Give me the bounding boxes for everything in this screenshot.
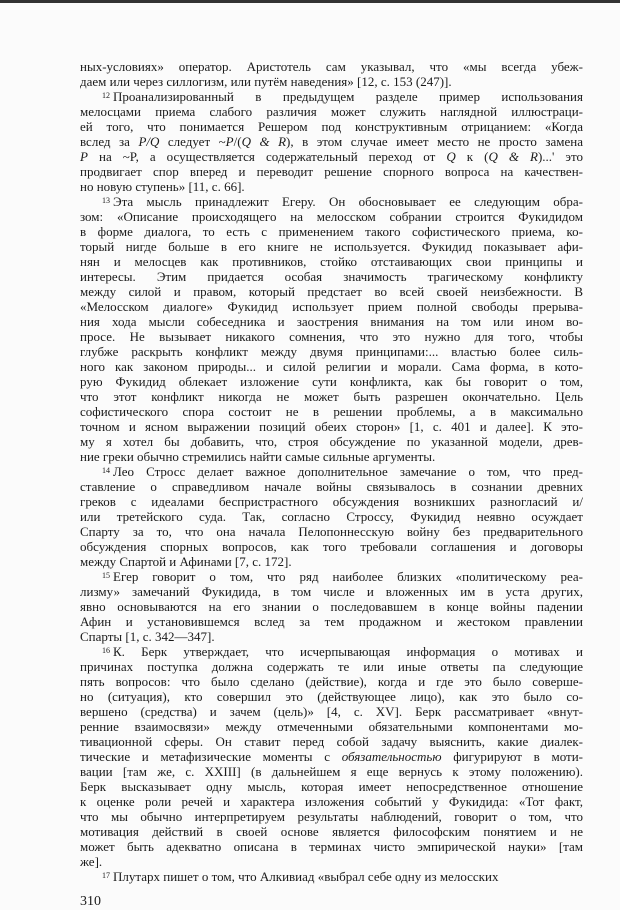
text-line: $^{16}$ К. Берк утверждает, что исчерпывающая информация о мотивах и (102, 644, 583, 659)
footnote-number: 13 (102, 196, 110, 205)
footnote-12 (80, 89, 583, 194)
text-line: ных-условиях» оператор. Аристотель сам указывал, что «мы всегда убеж- (80, 59, 583, 74)
text-line: му я хотел бы добавить, что, строя обсуждение по указанной модели, древ- (80, 434, 583, 449)
text-line: ренние взаимосвязи» между отмеченными обязательными компонентами мо- (80, 719, 583, 734)
text-line: ния хода мысли собеседника и заострения внимания на том или ином во- (80, 314, 583, 329)
text-line: «Мелосском диалоге» Фукидид использует прием полной свободы прерыва- (80, 299, 583, 314)
text-line: ей того, что понимается Решером под конструктивным отрицанием: «Когда (80, 119, 583, 134)
text-line: но новую ступень» [11, с. 66]. (80, 179, 245, 194)
text-line: между Спартой и Афинами [7, с. 172]. (80, 554, 292, 569)
text-line: вации [там же, с. XXIII] (в дальнейшем я еще вернусь к этому положению). (80, 764, 583, 779)
text-line: мелосцами приема слабого различия может служить наглядной иллюстраци- (80, 104, 583, 119)
footnote-14 (80, 464, 583, 569)
text-line: ние греки обычно стремились найти самые сильные аргументы. (80, 449, 436, 464)
text-line: рую Фукидид облекает изложение сути конфликта, как бы говорит о том, (80, 374, 583, 389)
text-line: ного как законом природы... и силой религии и морали. Сама форма, в кото- (80, 359, 583, 374)
text-line: интересы. Этим придается особая значимость трагическому конфликту (80, 269, 583, 284)
footnote-15 (80, 569, 583, 644)
text-line: мотивация действий в своей основе является философским понятием и не (80, 824, 583, 839)
text-line: Берк высказывает одну мысль, которая имеет непосредственное отношение (80, 779, 583, 794)
text-line: софистического спора состоит не в решении проблемы, а в максимально (80, 404, 583, 419)
text-line: лизму» замечаний Фукидида, в том числе и вложенных им в уста других, (80, 584, 583, 599)
text-line: даем или через силлогизм, или путём наведения» [12, с. 153 (247)]. (80, 74, 452, 89)
text-line: $^{13}$ Эта мысль принадлежит Егеру. Он обосновывает ее следующим обра- (102, 194, 583, 209)
text-line: обсуждения спорных вопросов, как того требовали соглашения и договоры (80, 539, 583, 554)
footnote-number: 17 (102, 871, 110, 880)
text-line: греков с идеалами беспристрастного обсуждения возникших разногласий и/ (80, 494, 583, 509)
text-line: тивационной сферы. Он ставит перед собой задачу выяснить, какие диалек- (80, 734, 583, 749)
text-line: явно основываются на его знании о последовавшем в конце войны падении (80, 599, 583, 614)
text-line: точном и ясном выражении позиций обеих сторон» [1, с. 401 и далее]. К это- (80, 419, 583, 434)
text-line: глубже раскрыть конфликт между двумя принципами:... властью более силь- (80, 344, 583, 359)
text-line: $^{14}$ Лео Стросс делает важное дополнительное замечание о том, что пред- (102, 464, 583, 479)
text-line: $^{17}$ Плутарх пишет о том, что Алкивиад «выбрал себе одну из мелосских (102, 869, 499, 884)
text-line: зом: «Описание происходящего на мелосском собрании строится Фукидидом (80, 209, 583, 224)
text-line: пять вопросов: что было сделано (действие), когда и где это было соверше- (80, 674, 583, 689)
text-line: $^{12}$ Проанализированный в предыдущем разделе пример использования (102, 89, 583, 104)
footnote-17 (80, 869, 583, 884)
text-line: вершено (средства) и зачем (цель)» [4, с. XV]. Берк рассматривает «внут- (80, 704, 583, 719)
footnote-13 (80, 194, 583, 464)
text-line: что мы обычно интерпретируем результаты наблюдений, говорит о том, что (80, 809, 583, 824)
text-line: продвигает спор вперед и переводит решение спорного вопроса на качествен- (80, 164, 583, 179)
text-line: $^{15}$ Егер говорит о том, что ряд наиболее близких «политическому реа- (102, 569, 583, 584)
text-line: ставление о справедливом начале войны связывалось в сознании древних (80, 479, 583, 494)
text-line: может быть адекватно описана в терминах чисто эмпирической науки» [там (80, 839, 583, 854)
footnote-number: 12 (102, 91, 110, 100)
text-line: между силой и правом, который предстает во всей своей неизбежности. В (80, 284, 583, 299)
text-line: вслед за P/Q следует ~P/(Q & R), в этом случае имеет место не просто замена (80, 134, 584, 149)
footnote-number: 15 (102, 571, 110, 580)
text-line: что этот конфликт никогда не может быть разрешен окончательно. Цель (80, 389, 583, 404)
text-line: P на ~P, а осуществляется содержательный переход от Q к (Q & R)...' это (80, 149, 583, 164)
footnote-number: 14 (102, 466, 110, 475)
text-line: Спарты [1, с. 342—347]. (80, 629, 215, 644)
text-line: причинах поступка должна содержать те или иные ответы па следующие (80, 659, 583, 674)
text-line: торый нигде больше в его книге не используется. Фукидид показывает афи- (80, 239, 583, 254)
text-line: Спарту за то, что она начала Пелопоннесскую войну без предварительного (80, 524, 583, 539)
text-line: или третейского суда. Так, согласно Строссу, Фукидид неявно осуждает (80, 509, 583, 524)
text-line: тические и метафизические моменты с обязательностью фигурируют в моти- (80, 749, 583, 764)
text-line: Афин и установившемся вслед за тем продажном и жестоком правлении (80, 614, 583, 629)
text-line: же]. (80, 854, 103, 869)
footnote-number: 16 (102, 646, 110, 655)
page-number: 310 (80, 894, 101, 909)
footnotes-text (80, 59, 583, 884)
text-line: в форме диалога, то есть с применением такого софистического приема, ко- (80, 224, 583, 239)
footnote-16 (80, 644, 583, 869)
text-line: к оценке роли речей и характера изложения событий у Фукидида: «Тот факт, (80, 794, 583, 809)
text-line: нян и мелосцев как противников, стойко отстаивающих свои принципы и (80, 254, 583, 269)
paragraph-continuation (80, 59, 583, 89)
text-line: просе. Не вызывает никакого сомнения, что это нужно для того, чтобы (80, 329, 583, 344)
text-line: но (ситуация), кто совершил это (действующее лицо), как это было со- (80, 689, 583, 704)
